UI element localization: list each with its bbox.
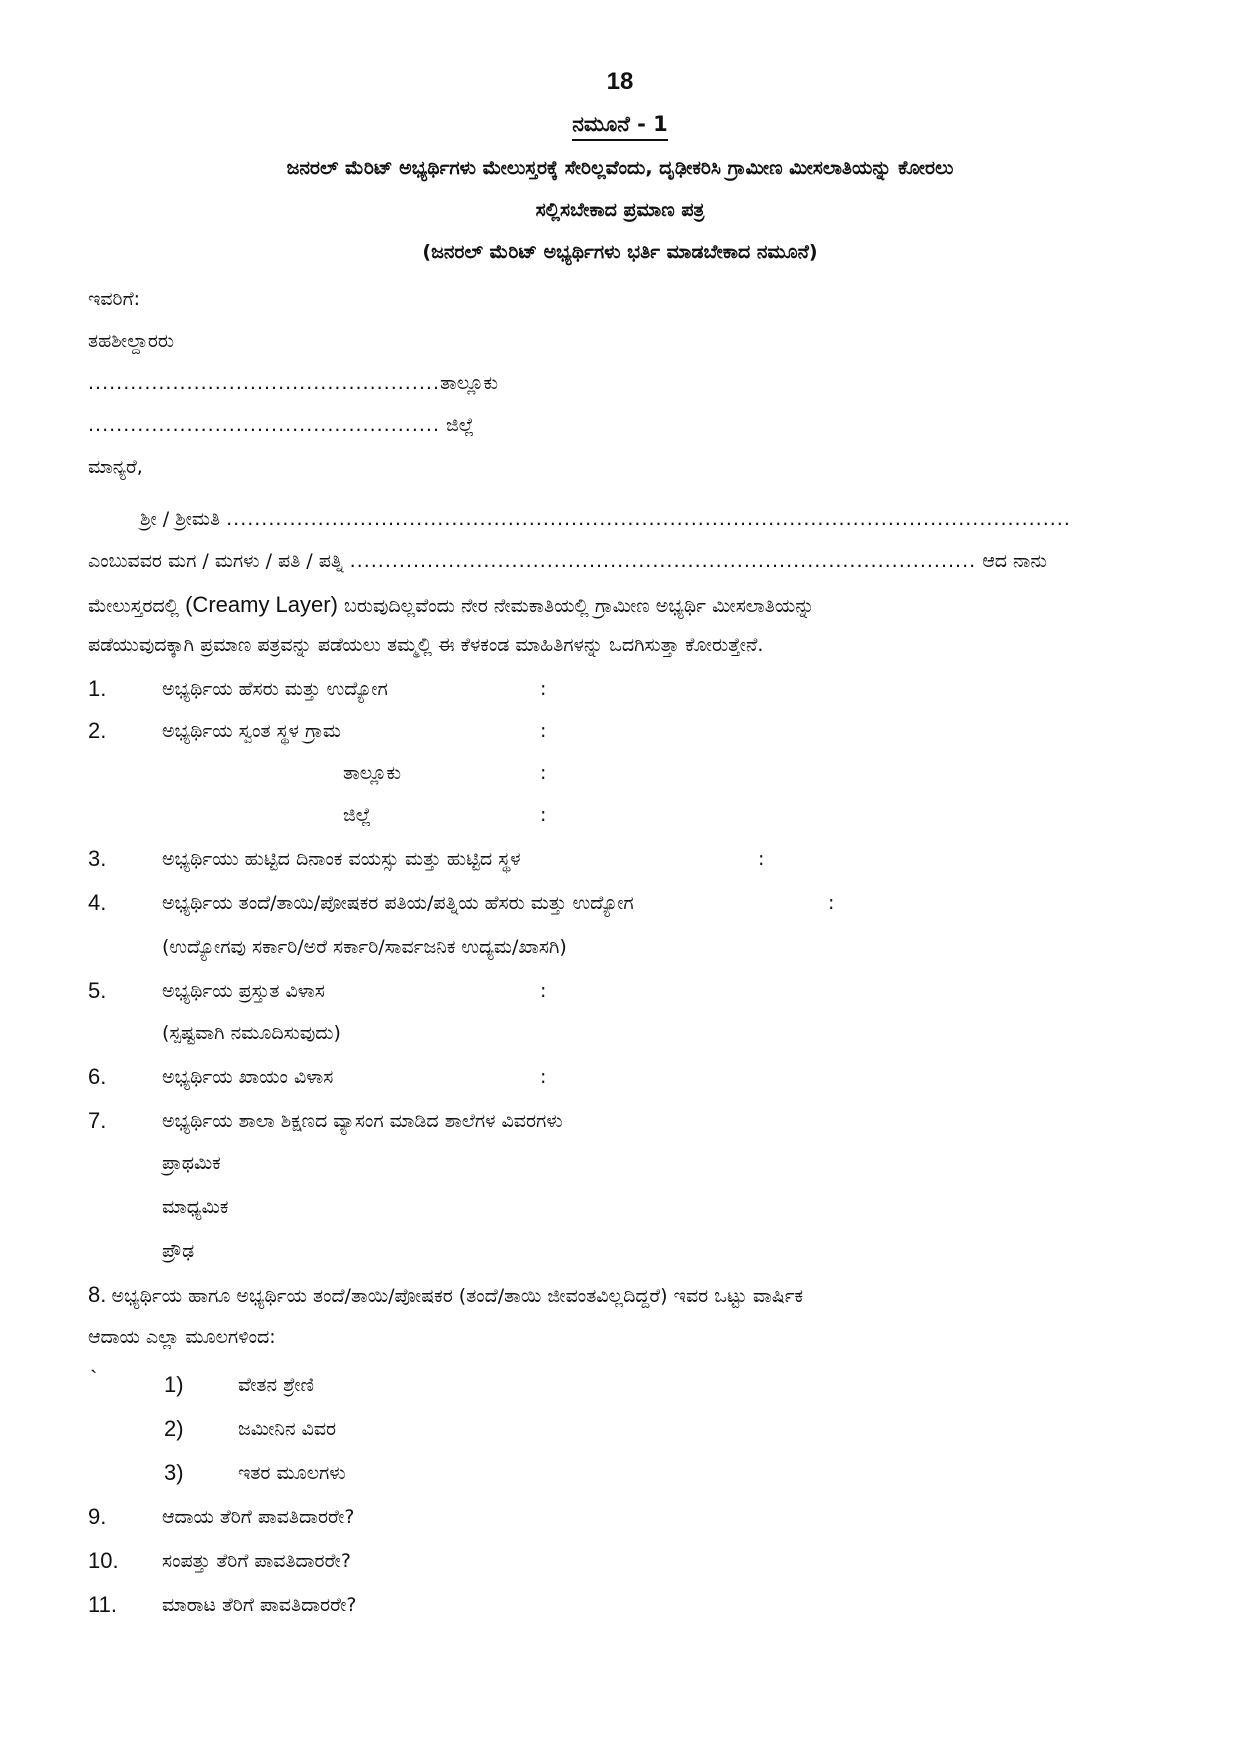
item-colon: :: [540, 804, 547, 826]
item-note: (ಸ್ಪಷ್ಟವಾಗಿ ನಮೂದಿಸುವುದು): [162, 1022, 341, 1044]
page-number: 18: [606, 68, 634, 95]
sub-item-label: ಇತರ ಮೂಲಗಳು: [238, 1462, 346, 1484]
item-colon: :: [758, 848, 765, 870]
item-label: ಅಭ್ಯರ್ಥಿಯ ಸ್ವಂತ ಸ್ಥಳ ಗ್ರಾಮ: [162, 720, 341, 742]
item-label: ಅಭ್ಯರ್ಥಿಯ ಹಾಗೂ ಅಭ್ಯರ್ಥಿಯ ತಂದೆ/ತಾಯಿ/ಪೋಷಕರ (ತಂದೆ/ತಾಯಿ ಜೀವಂತವಿಲ್ಲದಿದ್ದರೆ) ಇವರ ಒಟ್ಟು ವಾರ್ಷಿಕ: [111, 1285, 804, 1307]
district-line: [88, 414, 474, 436]
question-number: 10.: [88, 1548, 119, 1573]
form-item-8: [88, 1282, 803, 1308]
school-secondary: ಮಾಧ್ಯಮಿಕ: [162, 1196, 229, 1218]
relation-suffix: ಆದ ನಾನು: [982, 550, 1047, 572]
item-number: 4.: [88, 890, 107, 915]
question-number: 11.: [88, 1592, 117, 1617]
intro-line-4: ಪಡೆಯುವುದಕ್ಕಾಗಿ ಪ್ರಮಾಣ ಪತ್ರವನ್ನು ಪಡೆಯಲು ತಮ್ಮಲ್ಲಿ ಈ ಕೆಳಕಂಡ ಮಾಹಿತಿಗಳನ್ನು ಒದಗಿಸುತ್ತಾ ಕೋರುತ್ತೇನೆ.: [88, 634, 764, 656]
school-high: ಪ್ರೌಢ: [162, 1240, 195, 1262]
item-label: ಅಭ್ಯರ್ಥಿಯು ಹುಟ್ಟಿದ ದಿನಾಂಕ ವಯಸ್ಸು ಮತ್ತು ಹುಟ್ಟಿದ ಸ್ಥಳ: [162, 848, 521, 870]
creamy-layer-term: (Creamy Layer): [185, 592, 338, 617]
intro-line-1: [140, 508, 1071, 530]
item-colon: :: [828, 892, 835, 914]
item-colon: :: [540, 762, 547, 784]
item-label: ಅಭ್ಯರ್ಥಿಯ ಪ್ರಸ್ತುತ ವಿಳಾಸ: [162, 980, 325, 1002]
school-primary: ಪ್ರಾಥಮಿಕ: [162, 1152, 221, 1174]
question-text: ಮಾರಾಟ ತೆರಿಗೆ ಪಾವತಿದಾರರೇ?: [162, 1594, 357, 1616]
item-label: ಅಭ್ಯರ್ಥಿಯ ತಂದೆ/ತಾಯಿ/ಪೋಷಕರ ಪತಿಯ/ಪತ್ನಿಯ ಹೆಸರು ಮತ್ತು ಉದ್ಯೋಗ: [162, 892, 634, 914]
item-number: 1.: [88, 676, 107, 701]
district-blank-field[interactable]: ..................................................: [88, 414, 440, 436]
taluk-line: [88, 372, 498, 394]
form-title-text: ನಮೂನೆ - 1: [572, 112, 668, 141]
item-colon: :: [540, 720, 547, 742]
item-label: ತಾಲ್ಲೂಕು: [343, 762, 402, 784]
item-label: ಅಭ್ಯರ್ಥಿಯ ಖಾಯಂ ವಿಳಾಸ: [162, 1066, 334, 1088]
name-prefix-label: ಶ್ರೀ / ಶ್ರೀಮತಿ: [140, 508, 221, 530]
question-number: 9.: [88, 1504, 107, 1529]
salutation: ಮಾನ್ಯರೆ,: [88, 456, 143, 478]
item-colon: :: [540, 678, 547, 700]
heading-line-1: ಜನರಲ್ ಮೆರಿಟ್ ಅಭ್ಯರ್ಥಿಗಳು ಮೇಲುಸ್ತರಕ್ಕೆ ಸೇರಿಲ್ಲವೆಂದು, ದೃಢೀಕರಿಸಿ ಗ್ರಾಮೀಣ ಮೀಸಲಾತಿಯನ್ನು ಕೋರಲು: [286, 157, 954, 179]
item-label: ಅಭ್ಯರ್ಥಿಯ ಶಾಲಾ ಶಿಕ್ಷಣದ ವ್ಯಾಸಂಗ ಮಾಡಿದ ಶಾಲೆಗಳ ವಿವರಗಳು: [162, 1110, 563, 1132]
item-number: 7.: [88, 1108, 107, 1133]
intro-line-3-post: ಬರುವುದಿಲ್ಲವೆಂದು ನೇರ ನೇಮಕಾತಿಯಲ್ಲಿ ಗ್ರಾಮೀಣ ಅಭ್ಯರ್ಥಿ ಮೀಸಲಾತಿಯನ್ನು: [343, 595, 815, 617]
sub-item-number: 1): [164, 1372, 184, 1397]
item-number: 2.: [88, 718, 107, 743]
address-officer: ತಹಶೀಲ್ದಾರರು: [88, 330, 175, 352]
item-number: 8.: [88, 1282, 107, 1307]
taluk-label: ತಾಲ್ಲೂಕು: [439, 372, 499, 394]
relation-label: ಎಂಬುವವರ ಮಗ / ಮಗಳು / ಪತಿ / ಪತ್ನಿ: [88, 550, 344, 572]
item-number: 5.: [88, 978, 107, 1003]
intro-line-2: [88, 550, 1047, 572]
item-colon: :: [540, 1066, 547, 1088]
item-number: 6.: [88, 1064, 107, 1089]
intro-line-3: [88, 592, 814, 618]
item-number: 3.: [88, 846, 107, 871]
sub-item-label: ವೇತನ ಶ್ರೇಣಿ: [238, 1374, 314, 1396]
item-note: (ಉದ್ಯೋಗವು ಸರ್ಕಾರಿ/ಅರೆ ಸರ್ಕಾರಿ/ಸಾರ್ವಜನಿಕ ಉದ್ಯಮ/ಖಾಸಗಿ): [162, 936, 567, 958]
address-to: ಇವರಿಗೆ:: [88, 288, 141, 310]
applicant-name-blank-field[interactable]: ........................................................................................................................: [226, 508, 1071, 530]
item-colon: :: [540, 980, 547, 1002]
stray-mark: `: [90, 1366, 98, 1391]
form-item-8-line-2: ಆದಾಯ ಎಲ್ಲಾ ಮೂಲಗಳಿಂದ:: [88, 1326, 276, 1348]
district-label: ಜಿಲ್ಲೆ: [446, 414, 475, 436]
question-text: ಆದಾಯ ತೆರಿಗೆ ಪಾವತಿದಾರರೇ?: [162, 1506, 355, 1528]
taluk-blank-field[interactable]: ..................................................: [88, 372, 440, 394]
intro-line-3-pre: ಮೇಲುಸ್ತರದಲ್ಲಿ: [88, 595, 180, 617]
heading-line-3: (ಜನರಲ್ ಮೆರಿಟ್ ಅಭ್ಯರ್ಥಿಗಳು ಭರ್ತಿ ಮಾಡಬೇಕಾದ ನಮೂನೆ): [422, 241, 818, 263]
item-label: ಅಭ್ಯರ್ಥಿಯ ಹೆಸರು ಮತ್ತು ಉದ್ಯೋಗ: [162, 678, 388, 700]
question-text: ಸಂಪತ್ತು ತೆರಿಗೆ ಪಾವತಿದಾರರೇ?: [162, 1550, 351, 1572]
relation-blank-field[interactable]: .........................................................................................: [349, 550, 977, 572]
heading-line-2: ಸಲ್ಲಿಸಬೇಕಾದ ಪ್ರಮಾಣ ಪತ್ರ: [535, 199, 705, 221]
sub-item-number: 2): [164, 1416, 184, 1441]
sub-item-label: ಜಮೀನಿನ ವಿವರ: [238, 1418, 337, 1440]
sub-item-number: 3): [164, 1460, 184, 1485]
form-title: [0, 112, 1240, 141]
item-label: ಜಿಲ್ಲೆ: [343, 804, 372, 826]
